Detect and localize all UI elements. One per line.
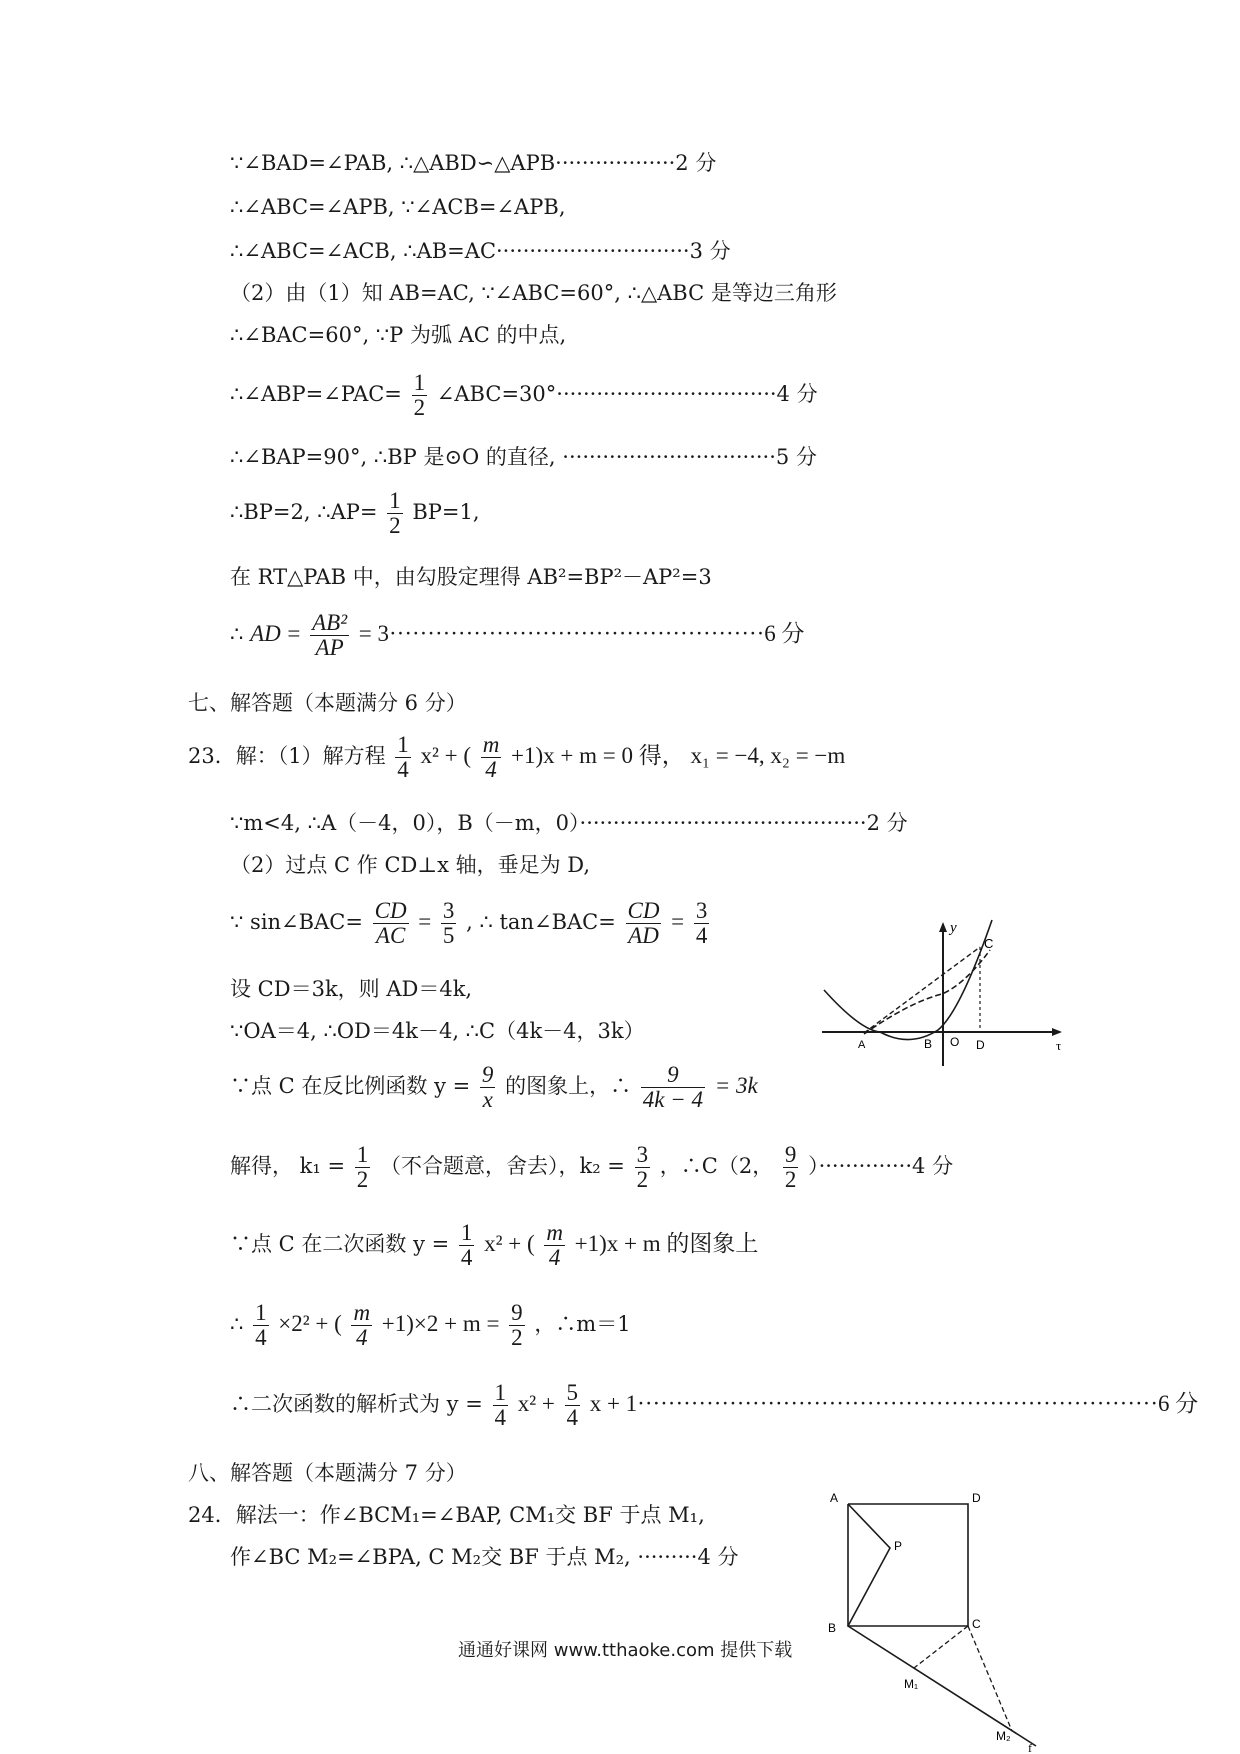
label-a: A: [858, 1039, 866, 1051]
label-m2: M₂: [996, 1729, 1011, 1743]
q23-line-6: ∵OA＝4, ∴OD＝4k－4, ∴C（4k－4，3k）: [230, 1019, 645, 1043]
line-10-result: = 3·················································6 分: [358, 621, 805, 646]
fraction-cd-ac: [373, 899, 409, 948]
frac-den: 4: [548, 1245, 561, 1270]
frac-num: AB²: [312, 610, 348, 635]
frac-den: 2: [356, 1167, 369, 1192]
fraction-9-4k4: [641, 1063, 705, 1112]
q23-result-text-a: ∴二次函数的解析式为 y =: [230, 1392, 483, 1416]
line-6-text-b: ∠ABC=30°·································4 分: [436, 382, 818, 406]
frac-num: m: [482, 732, 500, 757]
q23-result-text-c: x + 1····································································6 分: [589, 1391, 1199, 1416]
line-6-text-a: ∴∠ABP=∠PAC=: [230, 382, 402, 406]
frac-den: 4: [485, 757, 497, 782]
label-b: B: [828, 1621, 837, 1635]
q23-line-2: ∵m<4, ∴A（－4，0），B（－m，0）···········································2 分: [230, 811, 908, 835]
line-7: ∴∠BAP=90°, ∴BP 是⊙O 的直径, ································5 分: [230, 445, 817, 469]
ray-bf: [848, 1626, 1036, 1746]
q23-result-text-b: x² +: [517, 1391, 555, 1416]
line-2: ∴∠ABC=∠APB, ∵∠ACB=∠APB,: [230, 195, 566, 219]
frac-den: AD: [628, 923, 659, 948]
section-8-heading: 八、解答题（本题满分 7 分）: [188, 1461, 467, 1485]
frac-den: 4: [397, 757, 409, 782]
fraction-9-2: [783, 1143, 799, 1192]
equals: =: [418, 909, 432, 934]
q23-line-3: （2）过点 C 作 CD⊥x 轴，垂足为 D,: [230, 853, 591, 877]
triangle-apb: [848, 1504, 890, 1626]
segment-cm2: [968, 1626, 1012, 1731]
q23-inverse-text-a: ∵点 C 在反比例函数 y =: [230, 1074, 471, 1098]
q24-line-2: 作∠BC M₂=∠BPA, C M₂交 BF 于点 M₂, ·········4 分: [230, 1545, 739, 1569]
fraction-9-2: [509, 1301, 525, 1350]
q23-quad-text-a: ∵点 C 在二次函数 y =: [230, 1232, 450, 1256]
label-c: C: [984, 936, 994, 951]
line-3: ∴∠ABC=∠ACB, ∴AB=AC·····························3 分: [230, 239, 731, 263]
frac-den: 2: [511, 1325, 523, 1350]
frac-num: 9: [641, 1063, 705, 1088]
frac-den: AP: [315, 635, 344, 660]
frac-den: 4: [566, 1405, 578, 1430]
frac-den: 2: [389, 513, 401, 538]
line-8: [230, 484, 480, 540]
fraction-m-4: [481, 733, 502, 782]
frac-num: m: [546, 1220, 563, 1245]
fraction-9-x: [480, 1063, 496, 1112]
label-b: B: [924, 1037, 933, 1051]
label-d: D: [972, 1491, 981, 1505]
label-x: τ: [1056, 1038, 1062, 1053]
fraction-3-5: [441, 899, 457, 948]
q23-line-4: [230, 894, 712, 950]
fraction-1-2: [355, 1143, 371, 1192]
q23-quad-text-b: x² + (: [484, 1231, 535, 1256]
section-7-heading: 七、解答题（本题满分 6 分）: [188, 691, 467, 715]
line-4: （2）由（1）知 AB=AC, ∵∠ABC=60°, ∴△ABC 是等边三角形: [230, 281, 837, 305]
fraction-m-4: [351, 1301, 372, 1350]
frac-den: 4: [356, 1325, 368, 1350]
fraction-half: [412, 371, 428, 420]
frac-num: 9: [511, 1300, 523, 1325]
frac-num: 1: [397, 732, 409, 757]
equals: =: [671, 909, 685, 934]
q23-line-9: [230, 1216, 758, 1272]
frac-num: 5: [566, 1380, 578, 1405]
frac-num: 1: [413, 370, 426, 395]
frac-num: CD: [374, 898, 407, 923]
frac-num: 1: [356, 1142, 369, 1167]
frac-den: 5: [442, 923, 455, 948]
frac-num: m: [353, 1300, 371, 1325]
fraction-quarter: [253, 1301, 269, 1350]
q23-calc-text-c: ，∴m＝1: [534, 1312, 631, 1336]
q23-solve-text-d: ）··············4 分: [808, 1154, 954, 1178]
label-y: y: [950, 920, 957, 936]
q23-text-c: +1)x + m = 0 得， x₁ = −4, x₂ = −m: [511, 743, 846, 768]
q23-solve-text-b: （不合题意，舍去），k₂ =: [379, 1154, 625, 1178]
label-f: f: [1028, 1741, 1032, 1754]
hyperbola-curve: [864, 950, 990, 1034]
q23-inverse-text-c: = 3k: [714, 1073, 758, 1098]
frac-num: 1: [494, 1380, 506, 1405]
var-ad: AD: [250, 621, 281, 646]
q23-text-a: 23．解：（1）解方程: [188, 744, 386, 768]
frac-den: 4: [255, 1325, 267, 1350]
line-6: [230, 366, 818, 422]
q23-text-b: x² + (: [420, 743, 471, 768]
q23-line-10: [230, 1296, 631, 1352]
q23-sin-label: ∵ sin∠BAC=: [230, 910, 363, 934]
frac-den: x: [482, 1087, 493, 1112]
segment-cm1: [914, 1626, 968, 1668]
label-o: O: [950, 1035, 960, 1049]
q23-line-8: [230, 1138, 953, 1194]
q23-calc-text-b: +1)×2 + m =: [381, 1311, 500, 1336]
label-m1: M₁: [904, 1677, 919, 1691]
frac-num: CD: [627, 898, 660, 923]
fraction-quarter: [459, 1221, 475, 1270]
frac-den: 2: [784, 1167, 797, 1192]
q23-calc-text-a: ×2² + (: [278, 1311, 342, 1336]
line-8-text-b: BP=1,: [412, 500, 480, 524]
fraction-3-2: [635, 1143, 651, 1192]
frac-den: 4: [460, 1245, 473, 1270]
equals: =: [287, 621, 301, 646]
label-d: D: [976, 1038, 985, 1052]
frac-num: 1: [389, 488, 401, 513]
frac-den: 2: [636, 1167, 649, 1192]
fraction-cd-ad: [626, 899, 662, 948]
therefore: ∴: [230, 622, 244, 646]
fraction-half: [387, 489, 403, 538]
frac-den: 2: [413, 395, 426, 420]
frac-num: 3: [695, 898, 708, 923]
fraction-quarter: [395, 733, 411, 782]
fraction-ab2-ap: [310, 611, 349, 660]
frac-num: 9: [784, 1142, 797, 1167]
q24-line-1: 24．解法一：作∠BCM₁=∠BAP, CM₁交 BF 于点 M₁,: [188, 1503, 705, 1527]
line-10: [230, 606, 805, 662]
fraction-3-4: [694, 899, 710, 948]
q23-inverse-text-b: 的图象上，∴: [505, 1074, 632, 1098]
q23-line-5: 设 CD＝3k，则 AD＝4k,: [230, 977, 473, 1001]
fraction-quarter: [493, 1381, 509, 1430]
segment-ac: [864, 947, 980, 1033]
frac-num: 1: [460, 1220, 473, 1245]
footer-watermark: 通通好课网 www.tthaoke.com 提供下载: [458, 1640, 793, 1661]
x-axis-arrow: [1052, 1028, 1062, 1036]
frac-num: 1: [255, 1300, 267, 1325]
q23-line-11: [230, 1376, 1198, 1432]
y-axis-arrow: [939, 922, 947, 932]
q23-solve-text-a: 解得， k₁ =: [230, 1154, 346, 1178]
line-8-text-a: ∴BP=2, ∴AP=: [230, 500, 378, 524]
line-1: ∵∠BAD=∠PAB, ∴△ABD∽△APB··················2 分: [230, 151, 717, 175]
graph-q24: [820, 1484, 1060, 1754]
frac-num: 3: [636, 1142, 649, 1167]
fraction-m-4: [544, 1221, 565, 1270]
frac-den: 4: [494, 1405, 506, 1430]
therefore: ∴: [230, 1312, 244, 1336]
frac-den: 4k − 4: [642, 1087, 704, 1112]
frac-num: 9: [481, 1062, 494, 1087]
fraction-5-4: [565, 1381, 581, 1430]
frac-den: 4: [695, 923, 708, 948]
label-a: A: [830, 1491, 839, 1505]
q23-line-1: [188, 728, 845, 784]
q23-tan-label: , ∴ tan∠BAC=: [466, 910, 616, 934]
line-5: ∴∠BAC=60°, ∵P 为弧 AC 的中点,: [230, 323, 567, 347]
parabola-curve: [824, 920, 992, 1040]
q23-quad-text-c: +1)x + m 的图象上: [574, 1231, 759, 1256]
q23-line-7: [230, 1058, 758, 1114]
q23-solve-text-c: ，∴C（2，: [659, 1154, 774, 1178]
label-p: P: [894, 1539, 903, 1553]
line-9: 在 RT△PAB 中，由勾股定理得 AB²=BP²－AP²=3: [230, 565, 712, 589]
label-c: C: [972, 1617, 981, 1631]
frac-den: AC: [375, 923, 406, 948]
frac-num: 3: [442, 898, 455, 923]
graph-q23: [820, 918, 1070, 1068]
